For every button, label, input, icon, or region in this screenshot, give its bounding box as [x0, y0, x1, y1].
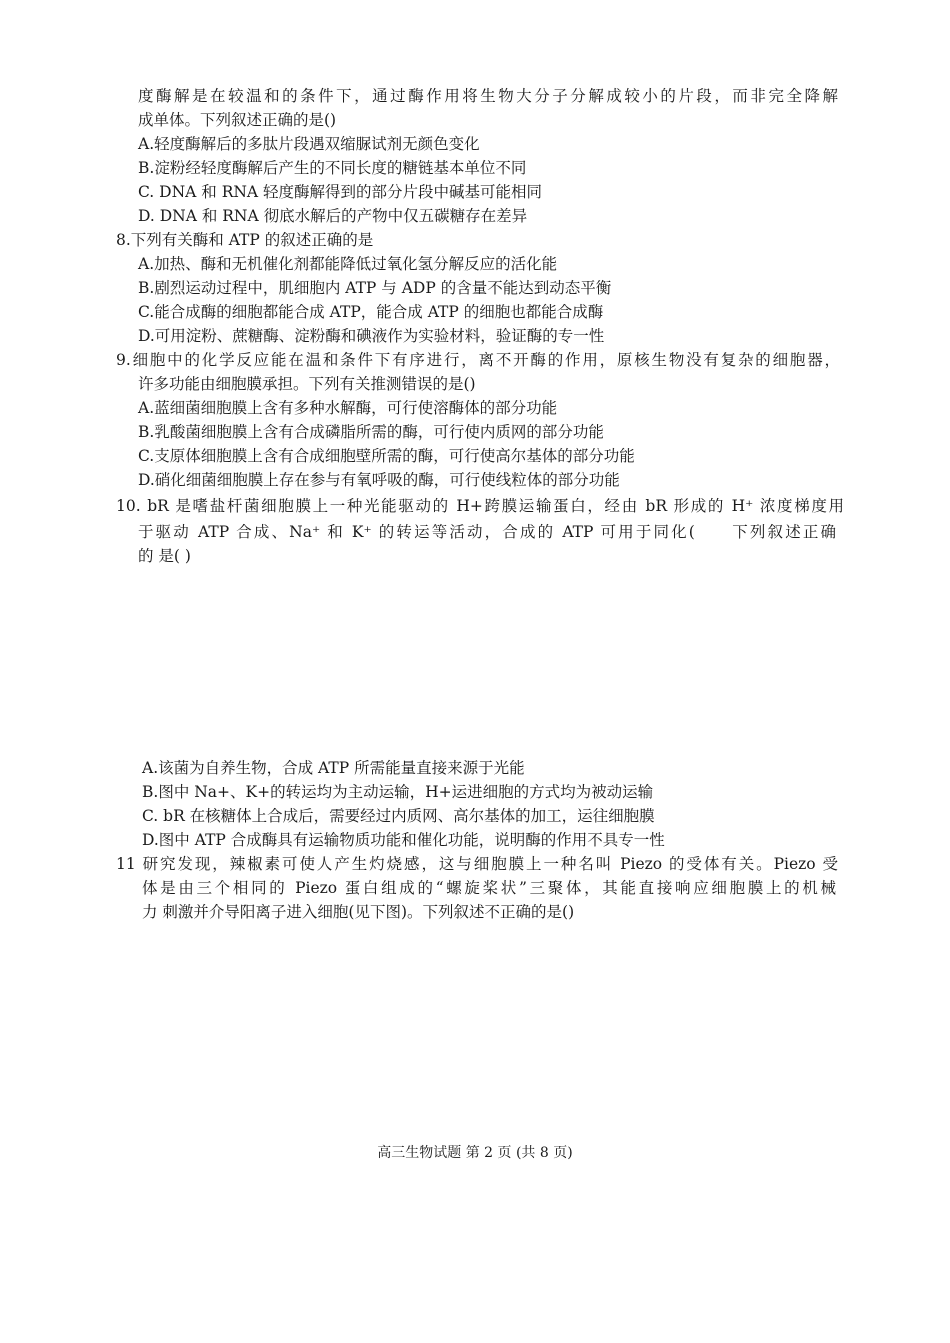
q7-option-b: B.淀粉经轻度酶解后产生的不同长度的糖链基本单位不同: [138, 159, 527, 177]
q8-stem: 8.下列有关酶和 ATP 的叙述正确的是: [116, 231, 374, 249]
q9-stem-line-1: 9.细胞中的化学反应能在温和条件下有序进行，离不开酶的作用，原核生物没有复杂的细胞器，: [116, 351, 840, 369]
q11-figure-area: [138, 930, 838, 1120]
q10-stem-line-3: 的 是( ): [138, 547, 191, 565]
q7-option-d: D. DNA 和 RNA 彻底水解后的产物中仅五碳糖存在差异: [138, 207, 528, 225]
q9-option-b: B.乳酸菌细胞膜上含有合成磷脂所需的酶，可行使内质网的部分功能: [138, 423, 604, 441]
q11-stem-line-2: 体是由三个相同的 Piezo 蛋白组成的“螺旋桨状”三聚体，其能直接响应细胞膜上的机械: [142, 879, 836, 897]
q8-option-d: D.可用淀粉、蔗糖酶、淀粉酶和碘液作为实验材料，验证酶的专一性: [138, 327, 605, 345]
q9-option-d: D.硝化细菌细胞膜上存在参与有氧呼吸的酶，可行使线粒体的部分功能: [138, 471, 620, 489]
q7-option-a: A.轻度酶解后的多肽片段遇双缩脲试剂无颜色变化: [138, 135, 480, 153]
q8-option-b: B.剧烈运动过程中，肌细胞内 ATP 与 ADP 的含量不能达到动态平衡: [138, 279, 612, 297]
q10-option-c: C. bR 在核糖体上合成后，需要经过内质网、高尔基体的加工，运往细胞膜: [142, 807, 655, 825]
q8-option-c: C.能合成酶的细胞都能合成 ATP，能合成 ATP 的细胞也都能合成酶: [138, 303, 604, 321]
q10-option-b: B.图中 Na+、K+的转运均为主动运输，H+运进细胞的方式均为被动运输: [142, 783, 654, 801]
page-footer: 高三生物试题 第 2 页 (共 8 页): [377, 1145, 573, 1161]
q7-option-c: C. DNA 和 RNA 轻度酶解得到的部分片段中碱基可能相同: [138, 183, 543, 201]
q9-option-a: A.蓝细菌细胞膜上含有多种水解酶，可行使溶酶体的部分功能: [138, 399, 558, 417]
q10-stem-line-1: 10. bR 是嗜盐杆菌细胞膜上一种光能驱动的 H+跨膜运输蛋白，经由 bR 形成的 H⁺ 浓度梯度用: [116, 497, 844, 515]
q10-stem-line-2: 于驱动 ATP 合成、Na⁺ 和 K⁺ 的转运等活动，合成的 ATP 可用于同化( 下列叙述正确: [138, 523, 836, 541]
q9-stem-line-2: 许多功能由细胞膜承担。下列有关推测错误的是(): [138, 375, 476, 393]
q7-stem-line-1: 度酶解是在较温和的条件下，通过酶作用将生物大分子分解成较小的片段，而非完全降解: [138, 87, 838, 105]
q10-option-d: D.图中 ATP 合成酶具有运输物质功能和催化功能，说明酶的作用不具专一性: [142, 831, 665, 849]
q8-option-a: A.加热、酶和无机催化剂都能降低过氧化氢分解反应的活化能: [138, 255, 558, 273]
q10-figure-area: [138, 572, 838, 752]
q9-option-c: C.支原体细胞膜上含有合成细胞壁所需的酶，可行使高尔基体的部分功能: [138, 447, 635, 465]
q11-stem-line-1: 11 研究发现，辣椒素可使人产生灼烧感，这与细胞膜上一种名叫 Piezo 的受体有关。Piezo 受: [116, 855, 838, 873]
q7-stem-line-2: 成单体。下列叙述正确的是(): [138, 111, 337, 129]
q11-stem-line-3: 力 刺激并介导阳离子进入细胞(见下图)。下列叙述不正确的是(): [142, 903, 575, 921]
q10-option-a: A.该菌为自养生物，合成 ATP 所需能量直接来源于光能: [142, 759, 525, 777]
